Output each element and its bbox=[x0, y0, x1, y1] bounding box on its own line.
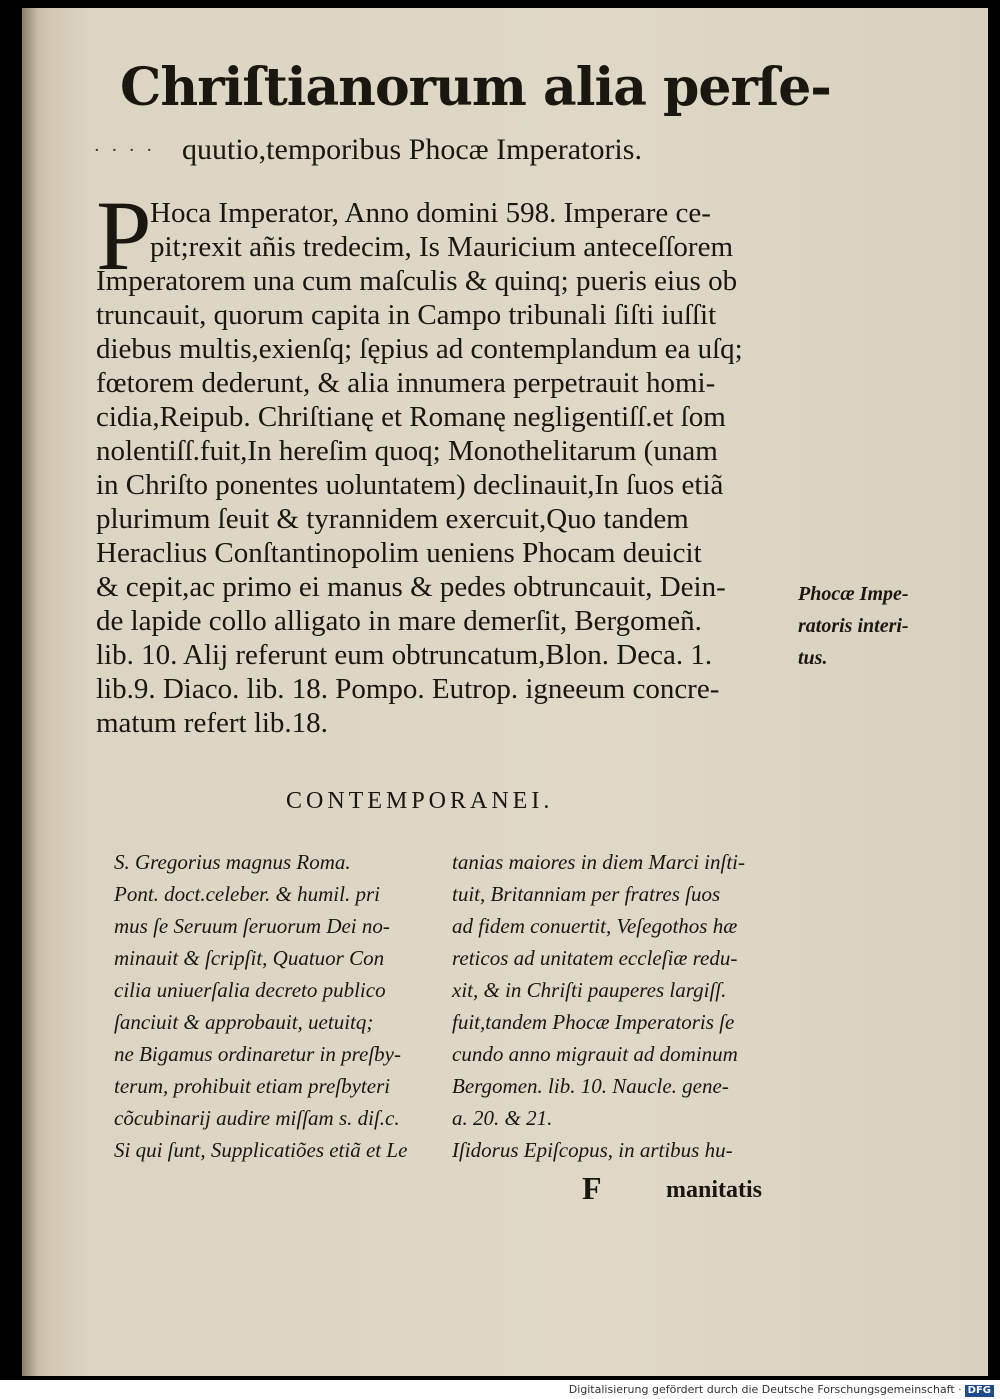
page-subtitle: quutio,temporibus Phocæ Imperatoris. bbox=[182, 133, 642, 166]
dfg-logo: DFG bbox=[965, 1385, 994, 1397]
left-column-line: Pont. doct.celeber. & humil. pri bbox=[114, 882, 380, 906]
left-column-line: terum, prohibuit etiam preſbyteri bbox=[114, 1074, 391, 1098]
right-column-line: tuit, Britanniam per fratres ſuos bbox=[452, 882, 721, 906]
left-column-line: mus ſe Seruum ſeruorum Dei no- bbox=[114, 914, 390, 938]
digitization-credit bbox=[560, 1381, 1000, 1399]
body-line: truncauit, quorum capita in Campo tribunali ſiſti iuſſit bbox=[96, 299, 717, 331]
section-heading: CONTEMPORANEI. bbox=[286, 788, 554, 814]
body-line: nolentiſſ.fuit,In hereſim quoq; Monothelitarum (unam bbox=[96, 435, 718, 467]
body-line: matum refert lib.18. bbox=[96, 707, 328, 739]
body-line: lib.9. Diaco. lib. 18. Pompo. Eutrop. igneeum concre- bbox=[96, 673, 720, 705]
body-line: Imperatorem una cum maſculis & quinq; pueris eius ob bbox=[96, 265, 738, 297]
book-page bbox=[22, 8, 988, 1376]
left-column-line: Si qui ſunt, Supplicatiões etiã et Le bbox=[114, 1138, 408, 1162]
left-column-line: ſanciuit & approbauit, uetuitq; bbox=[114, 1010, 374, 1034]
body-line: cidia,Reipub. Chriſtianę et Romanę negligentiſſ.et ſom bbox=[96, 401, 726, 433]
right-column-line: reticos ad unitatem eccleſiæ redu- bbox=[452, 946, 738, 970]
subtitle-dots: · · · · bbox=[94, 140, 156, 161]
left-column-line: S. Gregorius magnus Roma. bbox=[114, 850, 351, 874]
catchword: manitatis bbox=[666, 1177, 762, 1203]
body-line: Heraclius Conſtantinopolim ueniens Phocam deuicit bbox=[96, 537, 702, 569]
body-line: pit;rexit añis tredecim, Is Mauricium anteceſſorem bbox=[150, 231, 734, 263]
body-line: in Chriſto ponentes uoluntatem) declinauit,In ſuos etiã bbox=[96, 469, 724, 501]
page-spine-shadow bbox=[22, 8, 38, 1376]
left-column-line: cõcubinarij audire miſſam s. diſ.c. bbox=[114, 1106, 400, 1130]
right-column-line: tanias maiores in diem Marci inſti- bbox=[452, 850, 746, 874]
right-column-line: ad fidem conuertit, Veſegothos hæ bbox=[452, 914, 738, 938]
right-column-line: Iſidorus Epiſcopus, in artibus hu- bbox=[452, 1138, 733, 1162]
right-column-line: Bergomen. lib. 10. Naucle. gene- bbox=[452, 1074, 729, 1098]
body-line: lib. 10. Alij referunt eum obtruncatum,Blon. Deca. 1. bbox=[96, 639, 713, 671]
body-line: diebus multis,exienſq; ſępius ad contemplandum ea uſq; bbox=[96, 333, 743, 365]
drop-cap: P bbox=[96, 180, 152, 291]
margin-note-line: Phocæ Impe- bbox=[798, 583, 909, 605]
right-column-line: a. 20. & 21. bbox=[452, 1106, 553, 1130]
body-line: plurimum ſeuit & tyrannidem exercuit,Quo tandem bbox=[96, 503, 689, 535]
signature-mark: F bbox=[582, 1170, 602, 1206]
left-column-line: cilia uniuerſalia decreto publico bbox=[114, 978, 386, 1002]
left-column-line: minauit & ſcripſit, Quatuor Con bbox=[114, 946, 385, 970]
margin-note-line: ratoris interi- bbox=[798, 615, 909, 637]
body-line: Hoca Imperator, Anno domini 598. Imperare ce- bbox=[150, 197, 711, 229]
body-line: & cepit,ac primo ei manus & pedes obtruncauit, Dein- bbox=[96, 571, 726, 603]
body-line: de lapide collo alligato in mare demerſit, Bergomeñ. bbox=[96, 605, 702, 637]
left-column-line: ne Bigamus ordinaretur in preſby- bbox=[114, 1042, 401, 1066]
right-column-line: fuit,tandem Phocæ Imperatoris ſe bbox=[452, 1010, 735, 1034]
page-title: Chriſtianorum alia perſe- bbox=[120, 57, 831, 118]
right-column-line: cundo anno migrauit ad dominum bbox=[452, 1042, 738, 1066]
credit-text: Digitalisierung gefördert durch die Deutsche Forschungsgemeinschaft · bbox=[568, 1383, 962, 1396]
body-line: fœtorem dederunt, & alia innumera perpetrauit homi- bbox=[96, 367, 716, 399]
right-column-line: xit, & in Chriſti pauperes largiſſ. bbox=[452, 978, 727, 1002]
margin-note-line: tus. bbox=[798, 647, 828, 669]
